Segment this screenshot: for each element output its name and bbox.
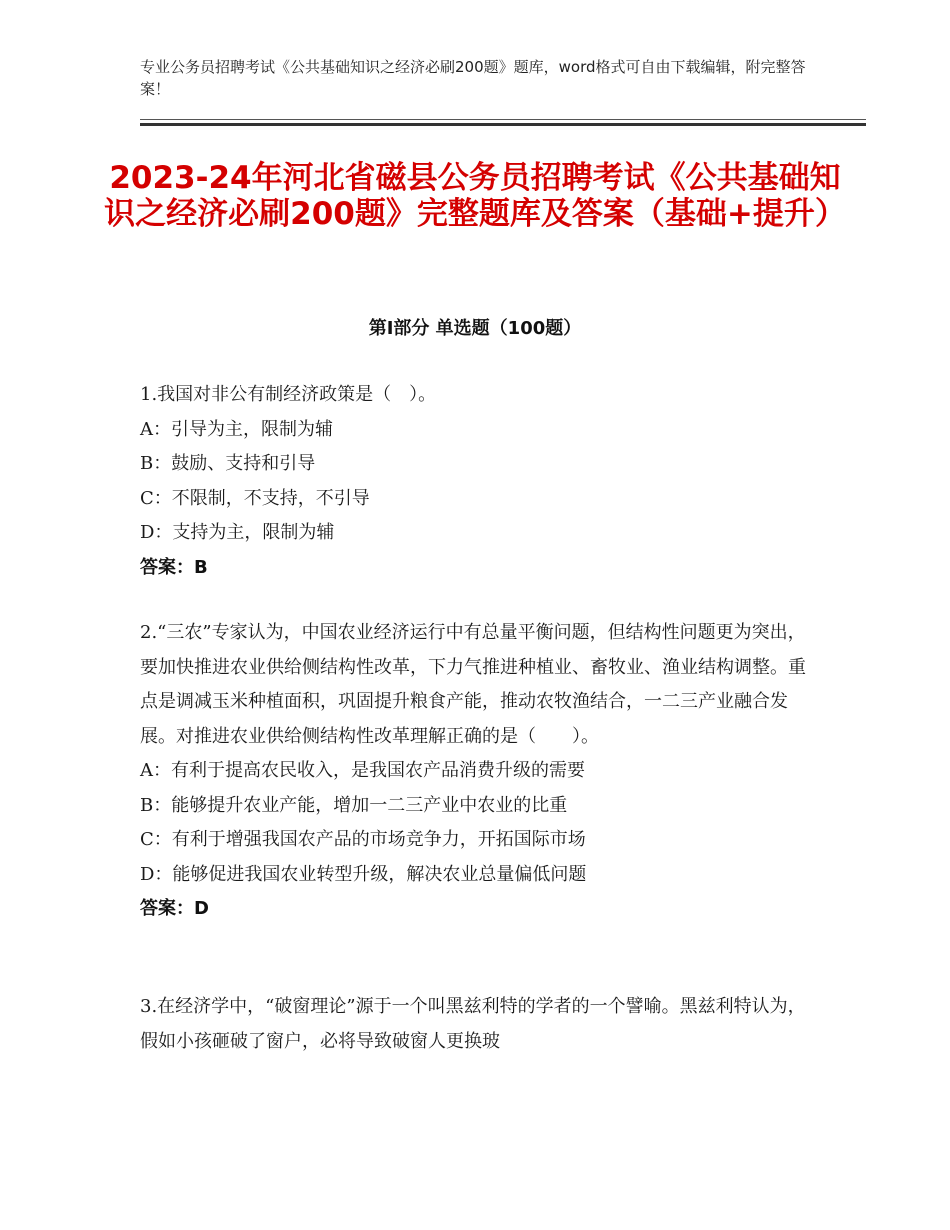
option-b: B：鼓励、支持和引导	[140, 453, 316, 474]
question-stem: 3.在经济学中，“破窗理论”源于一个叫黑兹利特的学者的一个譬喻。黑兹利特认为，假如小孩砸破了窗户，必将导致破窗人更换玻	[140, 996, 806, 1052]
option-a: A：引导为主，限制为辅	[140, 418, 333, 440]
question-2	[140, 616, 820, 927]
answer: 答案：D	[140, 898, 209, 919]
option-c: C：不限制，不支持，不引导	[140, 487, 370, 509]
question-stem: 2.“三农”专家认为，中国农业经济运行中有总量平衡问题，但结构性问题更为突出，要加快推进农业供给侧结构性改革，下力气推进种植业、畜牧业、渔业结构调整。重点是调减玉米种植面积，巩固提升粮食产能，推动农牧渔结合，一二三产业融合发展。对推进农业供给侧结构性改革理解正确的是（ ）。	[140, 622, 806, 747]
option-b: B：能够提升农业产能，增加一二三产业中农业的比重	[140, 794, 568, 816]
section-title: 第Ⅰ部分 单选题（100题）	[368, 318, 582, 339]
header-note: 专业公务员招聘考试《公共基础知识之经济必刷200题》题库，word格式可自由下载编辑，附完整答案！	[140, 58, 806, 98]
document-title: 2023-24年河北省磁县公务员招聘考试《公共基础知识之经济必刷200题》完整题库及答案（基础+提升）	[104, 160, 846, 232]
question-stem: 1.我国对非公有制经济政策是（ ）。	[140, 384, 437, 405]
header-divider-thick	[140, 123, 866, 126]
option-c: C：有利于增强我国农产品的市场竞争力，开拓国际市场	[140, 829, 586, 850]
question-3	[140, 990, 820, 1059]
option-d: D：能够促进我国农业转型升级，解决农业总量偏低问题	[140, 863, 587, 885]
option-d: D：支持为主，限制为辅	[140, 522, 335, 543]
question-1	[140, 378, 820, 585]
option-a: A：有利于提高农民收入，是我国农产品消费升级的需要	[140, 760, 585, 781]
answer: 答案：B	[140, 556, 208, 578]
header-divider-thin	[140, 119, 866, 120]
